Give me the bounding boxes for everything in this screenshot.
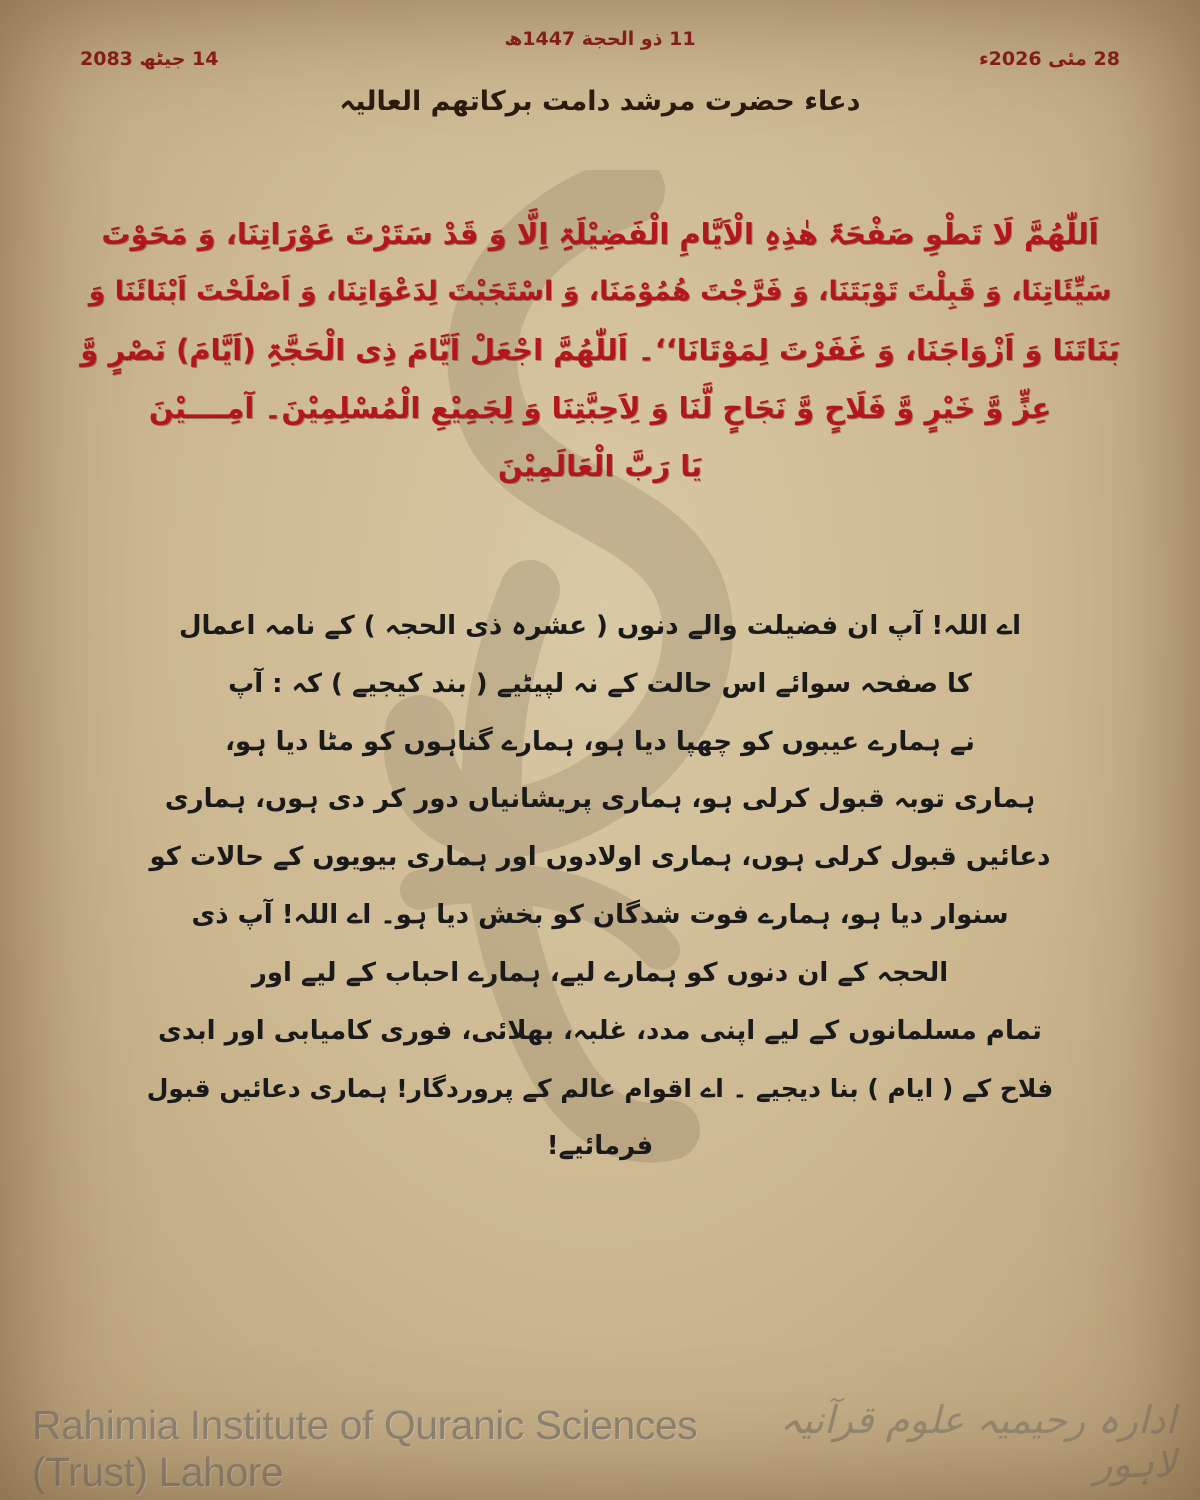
- urdu-translation-line: تمام مسلمانوں کے لیے اپنی مدد، غلبہ، بھلائی، فوری کامیابی اور ابدی: [158, 1015, 1042, 1046]
- gregorian-date: 28 مئی 2026ء: [978, 48, 1120, 70]
- institute-logo-urdu: ادارہ رحیمیہ علوم قرآنیہ لاہور: [779, 1398, 1176, 1486]
- arabic-dua-line: عِزٍّ وَّ خَیْرٍ وَّ فَلَاحٍ وَّ نَجَاحٍ لَّنَا وَ لِاَحِبَّتِنَا وَ لِجَمِیْعِ الْمُسْلِمِیْنَ۔ آمِــــیْنَ: [148, 391, 1052, 425]
- arabic-dua: [80, 205, 1120, 495]
- arabic-dua-line: اَللّٰھُمَّ لَا تَطْوِ صَفْحَۃَ ھٰذِہِ الْاَیَّامِ الْفَضِیْلَۃِ اِلَّا وَ قَدْ سَتَرْتَ عَوْرَاتِنَا، وَ مَحَوْتَ: [101, 217, 1099, 251]
- arabic-dua-line: یَا رَبَّ الْعَالَمِیْنَ: [497, 449, 703, 483]
- institute-name-english: Rahimia Institute of Quranic Sciences (Trust) Lahore: [32, 1402, 698, 1495]
- urdu-translation-line: ہماری توبہ قبول کرلی ہو، ہماری پریشانیاں دور کر دی ہوں، ہماری: [164, 784, 1036, 815]
- urdu-translation: [130, 598, 1070, 1176]
- urdu-translation-line: فرمائیے!: [546, 1131, 654, 1162]
- urdu-translation-line: کا صفحہ سوائے اس حالت کے نہ لپیٹیے ( بند کیجیے ) کہ : آپ: [228, 668, 972, 699]
- urdu-translation-line: اے اللہ! آپ ان فضیلت والے دنوں ( عشرہ ذی الحجہ ) کے نامہ اعمال: [178, 611, 1022, 641]
- hijri-date: 11 ذو الحجة 1447ھ: [504, 28, 696, 50]
- urdu-translation-line: نے ہمارے عیبوں کو چھپا دیا ہو، ہمارے گناہوں کو مٹا دیا ہو،: [225, 726, 975, 757]
- arabic-dua-line: سَیِّئَاتِنَا، وَ قَبِلْتَ تَوْبَتَنَا، وَ فَرَّجْتَ ھُمُوْمَنَا، وَ اسْتَجَبْتَ لِدَعْوَاتِنَا، وَ اَصْلَحْتَ اَبْنَائَنَا وَ: [88, 276, 1112, 307]
- urdu-translation-line: دعائیں قبول کرلی ہوں، ہماری اولادوں اور ہماری بیویوں کے حالات کو: [149, 842, 1051, 873]
- bikrami-date: 14 جیٹھ 2083: [80, 48, 219, 70]
- page-title: دعاء حضرت مرشد دامت برکاتھم العالیہ: [339, 86, 861, 117]
- urdu-translation-line: فلاح کے ( ایام ) بنا دیجیے ۔ اے اقوام عالم کے پروردگار! ہماری دعائیں قبول: [146, 1074, 1054, 1104]
- urdu-translation-line: سنوار دیا ہو، ہمارے فوت شدگان کو بخش دیا ہو۔ اے اللہ! آپ ذی: [191, 899, 1009, 930]
- urdu-translation-line: الحجہ کے ان دنوں کو ہمارے لیے، ہمارے احباب کے لیے اور: [251, 957, 949, 988]
- arabic-dua-line: بَنَاتَنَا وَ اَزْوَاجَنَا، وَ غَفَرْتَ لِمَوْتَانَا‘‘۔ اَللّٰھُمَّ اجْعَلْ اَیَّامَ ذِی الْحَجَّۃِ (اَیَّامَ) نَصْرٍ وَّ: [80, 333, 1120, 367]
